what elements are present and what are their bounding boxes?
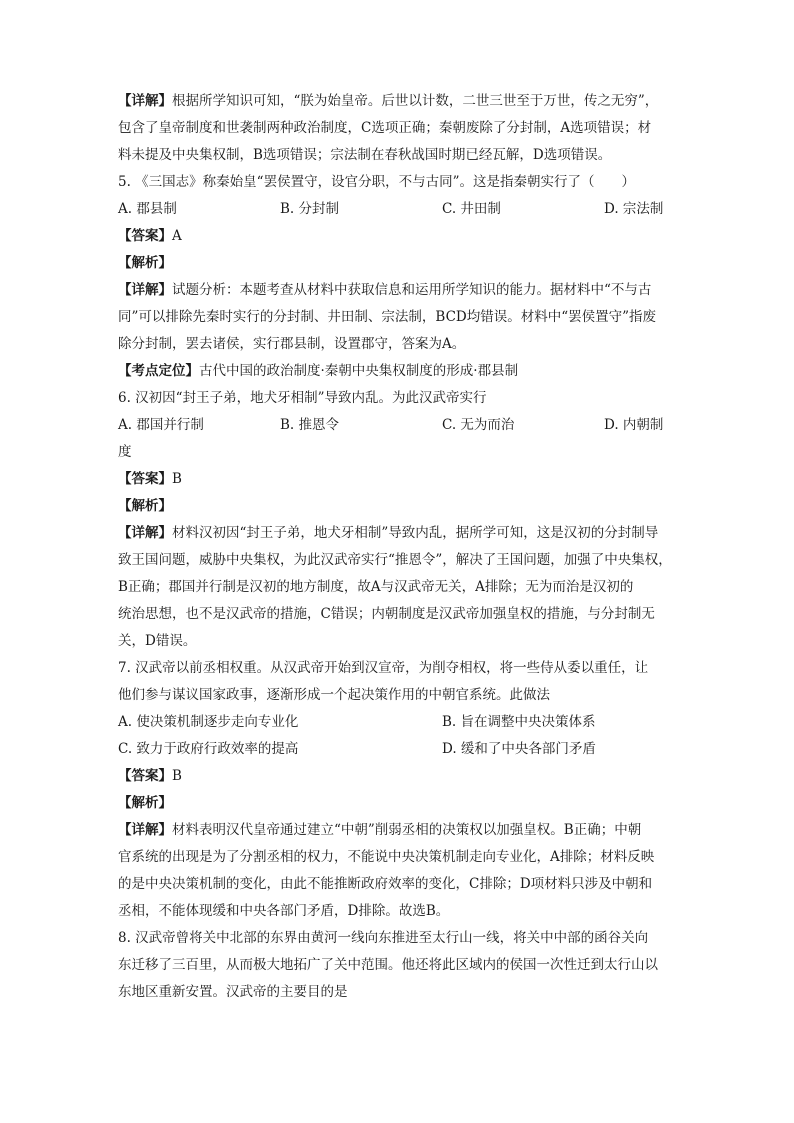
option-a: A. 郡县制 <box>118 201 177 217</box>
question-7 <box>118 655 676 925</box>
text-line: 【详解】试题分析：本题考查从材料中获取信息和运用所学知识的能力。据材料中“不与古 <box>118 282 652 298</box>
options-row <box>118 709 676 736</box>
text-line: B正确；郡国并行制是汉初的地方制度，故A与汉武帝无关，A排除；无为而治是汉初的 <box>118 579 634 595</box>
text-line: 【详解】材料表明汉代皇帝通过建立“中朝”削弱丞相的决策权以加强皇权。B正确；中朝 <box>118 822 642 838</box>
document-page <box>118 88 676 1006</box>
answer-line: 【答案】B <box>118 471 182 487</box>
question-stem: 他们参与谋议国家政事，逐渐形成一个起决策作用的中朝官系统。此做法 <box>118 687 550 703</box>
option-b: B. 推恩令 <box>280 417 340 433</box>
point-line: 【考点定位】古代中国的政治制度·秦朝中央集权制度的形成·郡县制 <box>118 363 519 379</box>
option-d: D. 内朝制 <box>604 417 664 433</box>
text-line: 统治思想，也不是汉武帝的措施，C错误；内朝制度是汉武帝加强皇权的措施，与分封制无 <box>118 606 655 622</box>
options-row <box>118 196 676 223</box>
analysis-heading: 【解析】 <box>118 498 172 514</box>
text-line: 除分封制，罢去诸侯，实行郡县制，设置郡守，答案为A。 <box>118 336 466 352</box>
question-stem: 8. 汉武帝曾将关中北部的东界由黄河一线向东推进至太行山一线，将关中中部的函谷关向 <box>118 930 649 946</box>
option-a: A. 郡国并行制 <box>118 417 204 433</box>
answer-value: B <box>172 768 182 784</box>
question-stem: 东地区重新安置。汉武帝的主要目的是 <box>118 984 348 1000</box>
question-stem: 6. 汉初因“封王子弟，地犬牙相制”导致内乱。为此汉武帝实行 <box>118 390 487 406</box>
answer-line: 【答案】B <box>118 768 182 784</box>
text-line: 同”可以排除先秦时实行的分封制、井田制、宗法制，BCD均错误。材料中“罢侯置守”指废 <box>118 309 657 325</box>
question-stem: 东迁移了三百里，从而极大地拓广了关中范围。他还将此区域内的侯国一次性迁到太行山以 <box>118 957 658 973</box>
analysis-heading: 【解析】 <box>118 255 172 271</box>
option-d: D. 缓和了中央各部门矛盾 <box>442 741 596 757</box>
option-c: C. 无为而治 <box>442 417 515 433</box>
option-wrap: 度 <box>118 444 132 460</box>
option-c: C. 井田制 <box>442 201 501 217</box>
option-a: A. 使决策机制逐步走向专业化 <box>118 714 299 730</box>
text-line: 的是中央决策机制的变化，由此不能推断政府效率的变化，C排除；D项材料只涉及中朝和 <box>118 876 653 892</box>
question-stem: 7. 汉武帝以前丞相权重。从汉武帝开始到汉宣帝，为削夺相权，将一些侍从委以重任，让 <box>118 660 649 676</box>
text-line: 官系统的出现是为了分割丞相的权力，不能说中央决策机制走向专业化，A排除；材料反映 <box>118 849 655 865</box>
option-b: B. 旨在调整中央决策体系 <box>442 714 596 730</box>
answer-value: B <box>172 471 182 487</box>
analysis-heading: 【解析】 <box>118 795 172 811</box>
explanation-block <box>118 88 676 169</box>
options-row <box>118 736 676 763</box>
question-8 <box>118 925 676 1006</box>
text-line: 丞相，不能体现缓和中央各部门矛盾，D排除。故选B。 <box>118 903 450 919</box>
text-line: 包含了皇帝制度和世袭制两种政治制度，C选项正确；秦朝废除了分封制，A选项错误；材 <box>118 120 652 136</box>
answer-line: 【答案】A <box>118 228 182 244</box>
text-line: 致王国问题，威胁中央集权，为此汉武帝实行“推恩令”，解决了王国问题，加强了中央集权， <box>118 552 672 568</box>
detail-tag: 【详解】 <box>118 93 172 109</box>
text-line: 【详解】根据所学知识可知，“朕为始皇帝。后世以计数，二世三世至于万世，传之无穷”， <box>118 93 659 109</box>
question-stem: 5. 《三国志》称秦始皇“罢侯置守，设官分职，不与古同”。这是指秦朝实行了（ ） <box>118 174 635 190</box>
text-line: 关，D错误。 <box>118 633 197 649</box>
answer-value: A <box>172 228 182 244</box>
options-row <box>118 412 676 439</box>
question-5 <box>118 169 676 385</box>
option-d: D. 宗法制 <box>604 201 664 217</box>
text-line: 【详解】材料汉初因“封王子弟，地犬牙相制”导致内乱，据所学可知，这是汉初的分封制导 <box>118 525 659 541</box>
option-b: B. 分封制 <box>280 201 340 217</box>
option-c: C. 致力于政府行政效率的提高 <box>118 741 299 757</box>
question-6 <box>118 385 676 655</box>
text-line: 料未提及中央集权制，B选项错误；宗法制在春秋战国时期已经瓦解，D选项错误。 <box>118 147 612 163</box>
